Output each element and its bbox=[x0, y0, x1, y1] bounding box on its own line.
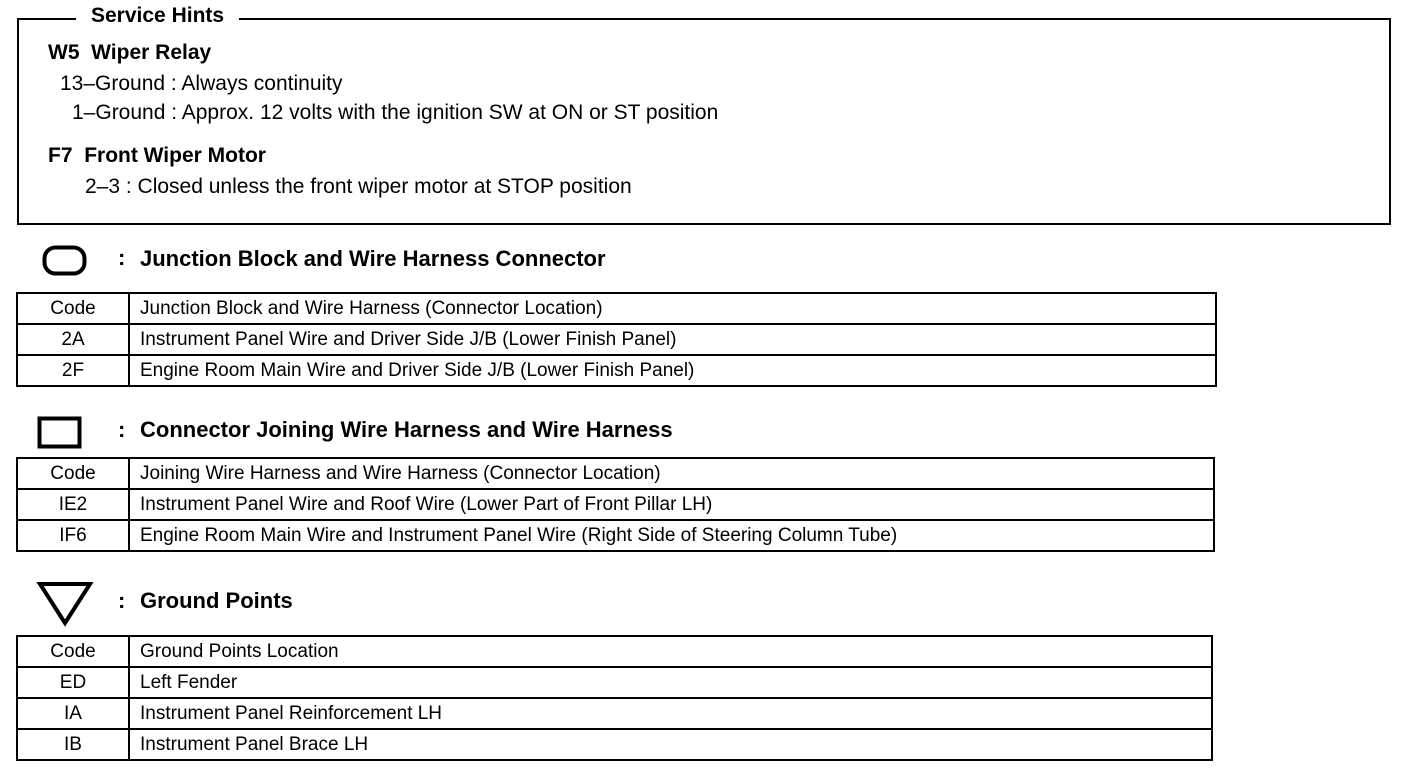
location-header: Ground Points Location bbox=[129, 636, 1212, 667]
ground-point-symbol-icon bbox=[36, 580, 94, 628]
w5-code: W5 bbox=[48, 41, 80, 64]
code-header: Code bbox=[17, 458, 129, 489]
code-header: Code bbox=[17, 636, 129, 667]
section-colon: : bbox=[118, 588, 126, 613]
f7-heading bbox=[48, 143, 266, 169]
table-header-row bbox=[17, 458, 1214, 489]
row-code: IF6 bbox=[17, 520, 129, 551]
table-row bbox=[17, 520, 1214, 551]
w5-name: Wiper Relay bbox=[91, 41, 212, 64]
junction-block-section-title: Junction Block and Wire Harness Connector bbox=[140, 246, 606, 271]
row-code: IE2 bbox=[17, 489, 129, 520]
row-code: IB bbox=[17, 729, 129, 760]
row-code: 2A bbox=[17, 324, 129, 355]
code-header: Code bbox=[17, 293, 129, 324]
section-colon: : bbox=[118, 245, 126, 270]
row-code: ED bbox=[17, 667, 129, 698]
connector-joining-symbol-icon bbox=[37, 416, 83, 450]
w5-hint-line: 13–Ground : Always continuity bbox=[60, 72, 343, 95]
w5-hint-line: 1–Ground : Approx. 12 volts with the ignition SW at ON or ST position bbox=[72, 101, 719, 124]
table-row bbox=[17, 729, 1212, 760]
f7-code: F7 bbox=[48, 144, 73, 167]
junction-block-symbol-icon bbox=[42, 245, 88, 277]
ground-points-table bbox=[16, 635, 1213, 761]
row-location: Instrument Panel Wire and Driver Side J/B (Lower Finish Panel) bbox=[129, 324, 1216, 355]
f7-name: Front Wiper Motor bbox=[84, 144, 266, 167]
table-header-row bbox=[17, 636, 1212, 667]
table-row bbox=[17, 667, 1212, 698]
connector-joining-table bbox=[16, 457, 1215, 552]
table-header-row bbox=[17, 293, 1216, 324]
connector-joining-section-title: Connector Joining Wire Harness and Wire Harness bbox=[140, 417, 673, 442]
w5-heading bbox=[48, 40, 211, 66]
section-colon: : bbox=[118, 417, 126, 442]
row-location: Instrument Panel Reinforcement LH bbox=[129, 698, 1212, 729]
row-location: Left Fender bbox=[129, 667, 1212, 698]
row-location: Instrument Panel Brace LH bbox=[129, 729, 1212, 760]
ground-points-section-title: Ground Points bbox=[140, 588, 293, 613]
table-row bbox=[17, 698, 1212, 729]
row-code: 2F bbox=[17, 355, 129, 386]
service-hints-title: Service Hints bbox=[76, 3, 239, 29]
table-row bbox=[17, 324, 1216, 355]
junction-block-table bbox=[16, 292, 1217, 387]
row-code: IA bbox=[17, 698, 129, 729]
location-header: Junction Block and Wire Harness (Connector Location) bbox=[129, 293, 1216, 324]
row-location: Engine Room Main Wire and Instrument Panel Wire (Right Side of Steering Column Tube) bbox=[129, 520, 1214, 551]
f7-hint-line: 2–3 : Closed unless the front wiper motor at STOP position bbox=[85, 175, 632, 198]
table-row bbox=[17, 355, 1216, 386]
row-location: Instrument Panel Wire and Roof Wire (Lower Part of Front Pillar LH) bbox=[129, 489, 1214, 520]
location-header: Joining Wire Harness and Wire Harness (Connector Location) bbox=[129, 458, 1214, 489]
row-location: Engine Room Main Wire and Driver Side J/B (Lower Finish Panel) bbox=[129, 355, 1216, 386]
table-row bbox=[17, 489, 1214, 520]
